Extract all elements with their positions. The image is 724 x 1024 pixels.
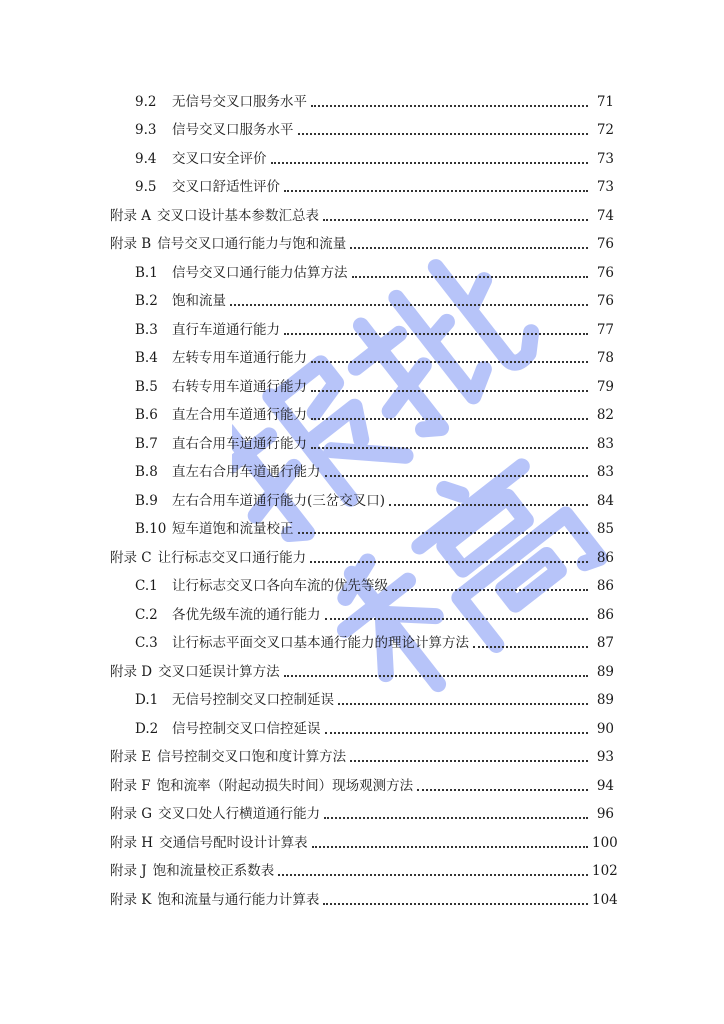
toc-entry-b-3[interactable] [0, 316, 724, 345]
toc-entry-page: 71 [596, 93, 614, 110]
toc-entry-b-10[interactable] [0, 516, 724, 545]
toc-entry-page: 94 [596, 777, 614, 794]
toc-entry-page: 86 [596, 578, 614, 594]
toc-entry-page: 73 [596, 150, 614, 167]
toc-entry-title: 信号控制交叉口信控延误 [172, 720, 321, 737]
dot-leader [352, 275, 589, 278]
toc-entry-appendix-g[interactable] [0, 801, 724, 830]
dot-leader [311, 446, 588, 449]
toc-entry-title: 信号控制交叉口饱和度计算方法 [157, 749, 347, 765]
toc-entry-number: C.3 [135, 635, 158, 651]
toc-entry-number: B.10 [135, 521, 167, 537]
dot-leader [310, 560, 588, 563]
toc-entry-appendix-c[interactable] [0, 544, 724, 573]
toc-entry-page: 102 [592, 863, 618, 879]
toc-entry-title: 直左合用车道通行能力 [172, 407, 307, 423]
toc-entry-number: 附录 F [110, 777, 151, 794]
toc-entry-9-5[interactable] [0, 174, 724, 203]
dot-leader [311, 360, 588, 363]
toc-entry-title: 饱和流量与通行能力计算表 [157, 891, 320, 908]
toc-entry-title: 交叉口舒适性评价 [172, 179, 280, 195]
toc-entry-page: 84 [596, 492, 614, 509]
dot-leader [323, 218, 588, 221]
toc-entry-number: B.8 [135, 464, 158, 480]
toc-entry-page: 104 [592, 891, 618, 908]
toc-entry-number: B.4 [135, 350, 158, 366]
toc-entry-page: 86 [596, 549, 614, 566]
toc-entry-title: 直左右合用车道通行能力 [172, 464, 321, 480]
toc-entry-title: 让行标志交叉口各向车流的优先等级 [172, 578, 388, 594]
dot-leader [417, 788, 588, 791]
toc-entry-b-7[interactable] [0, 430, 724, 459]
toc-entry-page: 89 [596, 663, 614, 680]
toc-entry-number: B.3 [135, 321, 158, 338]
toc-entry-title: 各优先级车流的通行能力 [172, 606, 321, 623]
toc-entry-c-1[interactable] [0, 573, 724, 602]
toc-entry-b-8[interactable] [0, 459, 724, 488]
toc-entry-number: D.2 [135, 720, 159, 737]
toc-entry-title: 饱和流量 [172, 293, 226, 309]
dot-leader [311, 389, 588, 392]
toc-entry-number: 附录 B [110, 236, 152, 252]
dot-leader [271, 161, 589, 164]
toc-entry-d-1[interactable] [0, 687, 724, 716]
dot-leader [338, 702, 588, 705]
toc-entry-page: 79 [596, 378, 614, 395]
toc-entry-number: D.1 [135, 692, 159, 708]
toc-entry-number: C.1 [135, 578, 158, 594]
toc-entry-appendix-f[interactable] [0, 772, 724, 801]
toc-entry-title: 无信号控制交叉口控制延误 [172, 692, 334, 708]
dot-leader [350, 246, 588, 249]
toc-entry-appendix-d[interactable] [0, 658, 724, 687]
toc-entry-title: 无信号交叉口服务水平 [172, 93, 307, 110]
toc-entry-title: 信号交叉口服务水平 [172, 122, 294, 138]
toc-entry-page: 73 [596, 179, 614, 195]
toc-entry-title: 交叉口安全评价 [172, 150, 267, 167]
toc-entry-page: 87 [596, 635, 614, 651]
toc-entry-title: 交叉口设计基本参数汇总表 [157, 207, 320, 224]
toc-entry-title: 饱和流率（附起动损失时间）现场观测方法 [156, 777, 414, 794]
toc-entry-page: 77 [596, 321, 614, 338]
toc-entry-b-5[interactable] [0, 373, 724, 402]
toc-entry-title: 直右合用车道通行能力 [172, 435, 307, 452]
toc-entry-page: 85 [596, 521, 614, 537]
toc-entry-page: 72 [596, 122, 614, 138]
dot-leader [392, 588, 588, 591]
toc-entry-b-4[interactable] [0, 345, 724, 374]
toc-entry-number: C.2 [135, 606, 158, 623]
dot-leader [324, 816, 588, 819]
toc-entry-number: 附录 K [110, 891, 152, 908]
toc-entry-page: 76 [596, 293, 614, 309]
toc-entry-title: 左右合用车道通行能力(三岔交叉口) [172, 492, 386, 509]
toc-entry-number: B.7 [135, 435, 158, 452]
toc-entry-title: 信号交叉口通行能力与饱和流量 [157, 236, 347, 252]
toc-entry-number: B.2 [135, 293, 158, 309]
toc-entry-title: 让行标志平面交叉口基本通行能力的理论计算方法 [172, 635, 469, 651]
toc-entry-page: 93 [596, 749, 614, 765]
dot-leader [278, 873, 588, 876]
toc-entry-title: 右转专用车道通行能力 [172, 378, 307, 395]
dot-leader [323, 902, 588, 905]
dot-leader [230, 303, 588, 306]
toc-entry-title: 短车道饱和流量校正 [172, 521, 294, 537]
toc-entry-d-2[interactable] [0, 715, 724, 744]
toc-entry-page: 76 [596, 236, 614, 252]
toc-entry-9-3[interactable] [0, 117, 724, 146]
toc-entry-number: 附录 C [110, 549, 152, 566]
toc-entry-b-9[interactable] [0, 487, 724, 516]
toc-entry-appendix-b[interactable] [0, 231, 724, 260]
toc-entry-page: 83 [596, 464, 614, 480]
toc-entry-appendix-h[interactable] [0, 829, 724, 858]
toc-entry-title: 交叉口延误计算方法 [158, 663, 280, 680]
toc-entry-c-3[interactable] [0, 630, 724, 659]
toc-entry-appendix-e[interactable] [0, 744, 724, 773]
dot-leader [311, 417, 588, 420]
dot-leader [284, 332, 588, 335]
toc-entry-number: B.6 [135, 407, 158, 423]
toc-entry-title: 直行车道通行能力 [172, 321, 280, 338]
toc-entry-9-2[interactable] [0, 88, 724, 117]
dot-leader [325, 617, 589, 620]
toc-entry-page: 90 [596, 720, 614, 737]
toc-entry-c-2[interactable] [0, 601, 724, 630]
toc-entry-title: 信号交叉口通行能力估算方法 [172, 264, 348, 281]
toc-entry-page: 89 [596, 692, 614, 708]
toc-entry-number: B.9 [135, 492, 158, 509]
table-of-contents [0, 88, 724, 915]
toc-entry-number: B.1 [135, 264, 158, 281]
toc-entry-b-2[interactable] [0, 288, 724, 317]
toc-entry-appendix-k[interactable] [0, 886, 724, 915]
dot-leader [284, 674, 588, 677]
toc-entry-b-1[interactable] [0, 259, 724, 288]
toc-entry-page: 78 [596, 350, 614, 366]
toc-entry-title: 左转专用车道通行能力 [172, 350, 307, 366]
toc-entry-page: 96 [596, 806, 614, 822]
dot-leader [312, 845, 588, 848]
toc-entry-number: 附录 E [110, 749, 152, 765]
toc-entry-9-4[interactable] [0, 145, 724, 174]
toc-entry-page: 82 [596, 407, 614, 423]
toc-entry-number: 附录 J [110, 863, 147, 879]
toc-entry-page: 83 [596, 435, 614, 452]
dot-leader [298, 531, 589, 534]
dot-leader [473, 645, 588, 648]
toc-entry-number: 9.4 [135, 150, 157, 167]
toc-entry-appendix-a[interactable] [0, 202, 724, 231]
toc-entry-title: 饱和流量校正系数表 [152, 863, 275, 879]
toc-entry-appendix-j[interactable] [0, 858, 724, 887]
dot-leader [298, 132, 589, 135]
toc-entry-number: B.5 [135, 378, 158, 395]
toc-entry-number: 9.5 [135, 179, 157, 195]
toc-entry-title: 交通信号配时设计计算表 [159, 834, 308, 851]
toc-entry-number: 附录 H [110, 834, 154, 851]
toc-entry-number: 附录 D [110, 663, 153, 680]
dot-leader [284, 189, 588, 192]
toc-entry-number: 9.3 [135, 122, 157, 138]
dot-leader [325, 474, 589, 477]
toc-entry-page: 76 [596, 264, 614, 281]
dot-leader [389, 503, 588, 506]
toc-entry-page: 100 [592, 834, 618, 851]
dot-leader [350, 759, 588, 762]
toc-entry-b-6[interactable] [0, 402, 724, 431]
toc-entry-number: 附录 G [110, 806, 153, 822]
dot-leader [325, 731, 589, 734]
toc-entry-page: 86 [596, 606, 614, 623]
toc-entry-number: 9.2 [135, 93, 157, 110]
toc-entry-title: 让行标志交叉口通行能力 [157, 549, 307, 566]
toc-entry-number: 附录 A [110, 207, 152, 224]
toc-entry-title: 交叉口处人行横道通行能力 [158, 806, 321, 822]
dot-leader [311, 104, 588, 107]
toc-entry-page: 74 [596, 207, 614, 224]
